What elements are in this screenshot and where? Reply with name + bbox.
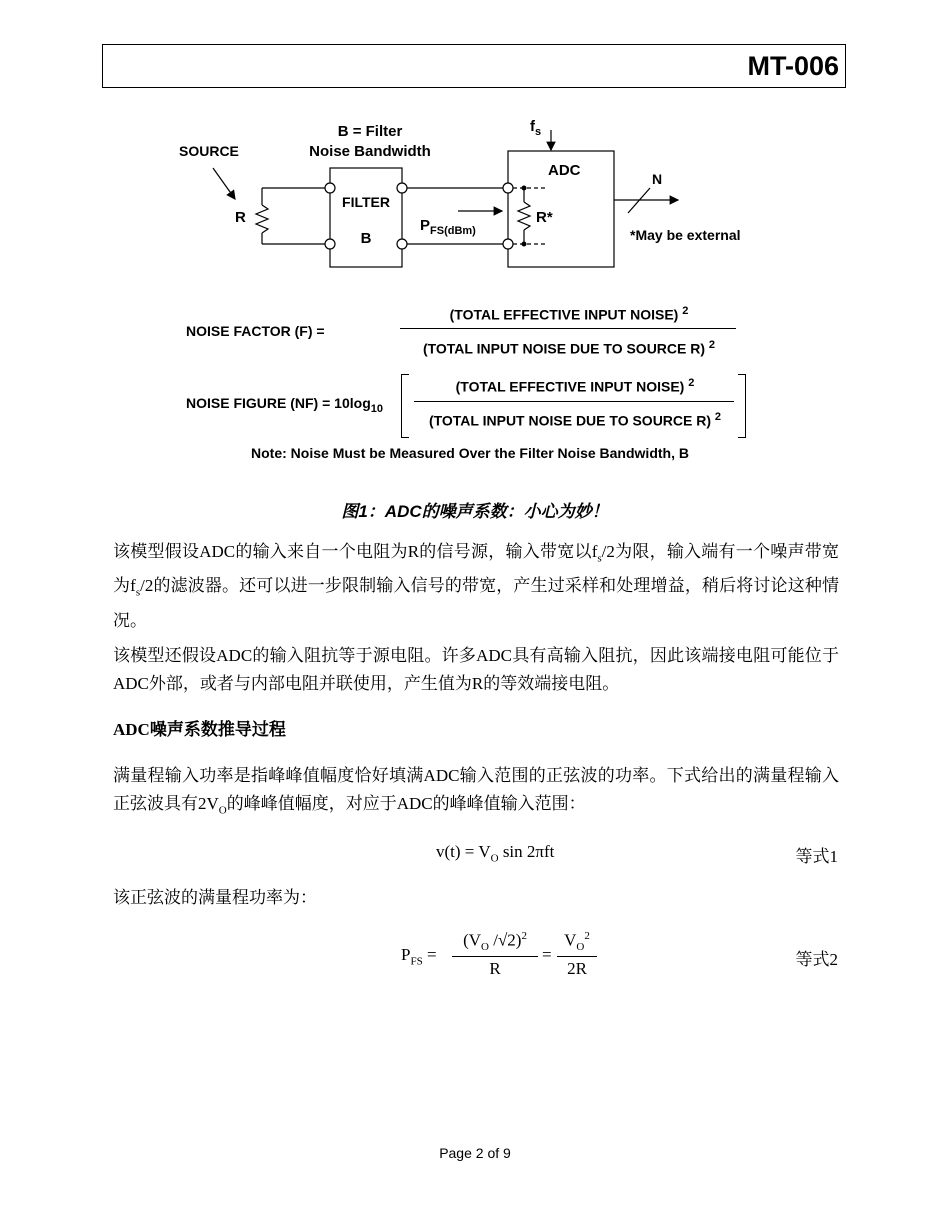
external-note: *May be external	[630, 227, 741, 243]
equation-2-number: 等式2	[795, 950, 838, 969]
filter-b-label: B	[360, 230, 372, 247]
equation-2-lhs: $P_{FS}$ =	[401, 945, 437, 968]
source-r-label: R	[235, 209, 246, 226]
paragraph-1: 该模型假设ADC的输入来自一个电阻为R的信号源，输入带宽以$f_s/2$为限，输入端有一个噪声带宽为$f_s/2$的滤波器。还可以进一步限制输入信号的带宽，产生过采样和处理增益，稍后将讨论这种情况。	[113, 542, 839, 630]
equation-2-denominator-1: R	[489, 959, 501, 978]
noise-figure-fraction-bar	[414, 401, 734, 402]
doc-id: MT-006	[747, 51, 839, 81]
filter-box-label: FILTER	[342, 194, 390, 210]
filter-title-line2: Noise Bandwidth	[309, 143, 431, 160]
source-resistor	[256, 205, 268, 233]
source-arrow	[213, 168, 235, 199]
noise-factor-fraction-bar	[400, 328, 736, 329]
adc-termination-resistor	[518, 202, 530, 230]
page-footer: Page 2 of 9	[439, 1145, 511, 1161]
filter-box	[330, 168, 402, 267]
equation-2-equals: =	[542, 945, 552, 964]
equation-2-numerator-2: $V_O^2$	[564, 930, 590, 954]
adc-label: ADC	[548, 162, 581, 179]
equation-2-bar-2	[557, 956, 597, 957]
pfs-label: $P_{FS(dBm)}$	[420, 217, 476, 237]
equation-2-bar-1	[452, 956, 538, 957]
filter-title-line1: B = Filter	[337, 123, 403, 140]
figure-caption: 图1：ADC的噪声系数：小心为妙！	[341, 502, 609, 521]
fs-label: $f_s$	[530, 118, 542, 138]
noise-factor-denominator: (TOTAL INPUT NOISE DUE TO SOURCE R) $^2$	[422, 339, 716, 357]
n-label: N	[652, 171, 663, 187]
source-label: SOURCE	[179, 143, 239, 159]
figure-note: Note: Noise Must be Measured Over the Filter Noise Bandwidth, B	[251, 445, 689, 461]
section-heading: ADC噪声系数推导过程	[113, 720, 286, 739]
paragraph-3: 满量程输入功率是指峰峰值幅度恰好填满ADC输入范围的正弦波的功率。下式给出的满量程输入正弦波具有$2V_O$的峰峰值幅度，对应于ADC的峰峰值输入范围：	[113, 766, 839, 817]
paragraph-4: 该正弦波的满量程功率为：	[113, 888, 317, 907]
equation-1: $v(t) = V_O$ sin 2πft	[436, 842, 555, 865]
equation-1-number: 等式1	[795, 847, 838, 866]
noise-figure-numerator: (TOTAL EFFECTIVE INPUT NOISE) $^2$	[455, 377, 695, 395]
rstar-label: R*	[536, 209, 553, 226]
noise-figure-denominator: (TOTAL INPUT NOISE DUE TO SOURCE R) $^2$	[428, 411, 722, 429]
equation-2-denominator-2: 2R	[567, 959, 587, 978]
equation-2-numerator-1: ($V_O$ /√2)$^2$	[463, 930, 527, 954]
paragraph-2: 该模型还假设ADC的输入阻抗等于源电阻。许多ADC具有高输入阻抗，因此该端接电阻可能位于ADC外部，或者与内部电阻并联使用，产生值为R的等效端接电阻。	[113, 646, 839, 693]
noise-factor-label: NOISE FACTOR (F) =	[186, 323, 325, 339]
noise-factor-numerator: (TOTAL EFFECTIVE INPUT NOISE) $^2$	[449, 305, 689, 323]
noise-figure-label: NOISE FIGURE $(NF) = 10\log_{10}$	[186, 395, 383, 415]
